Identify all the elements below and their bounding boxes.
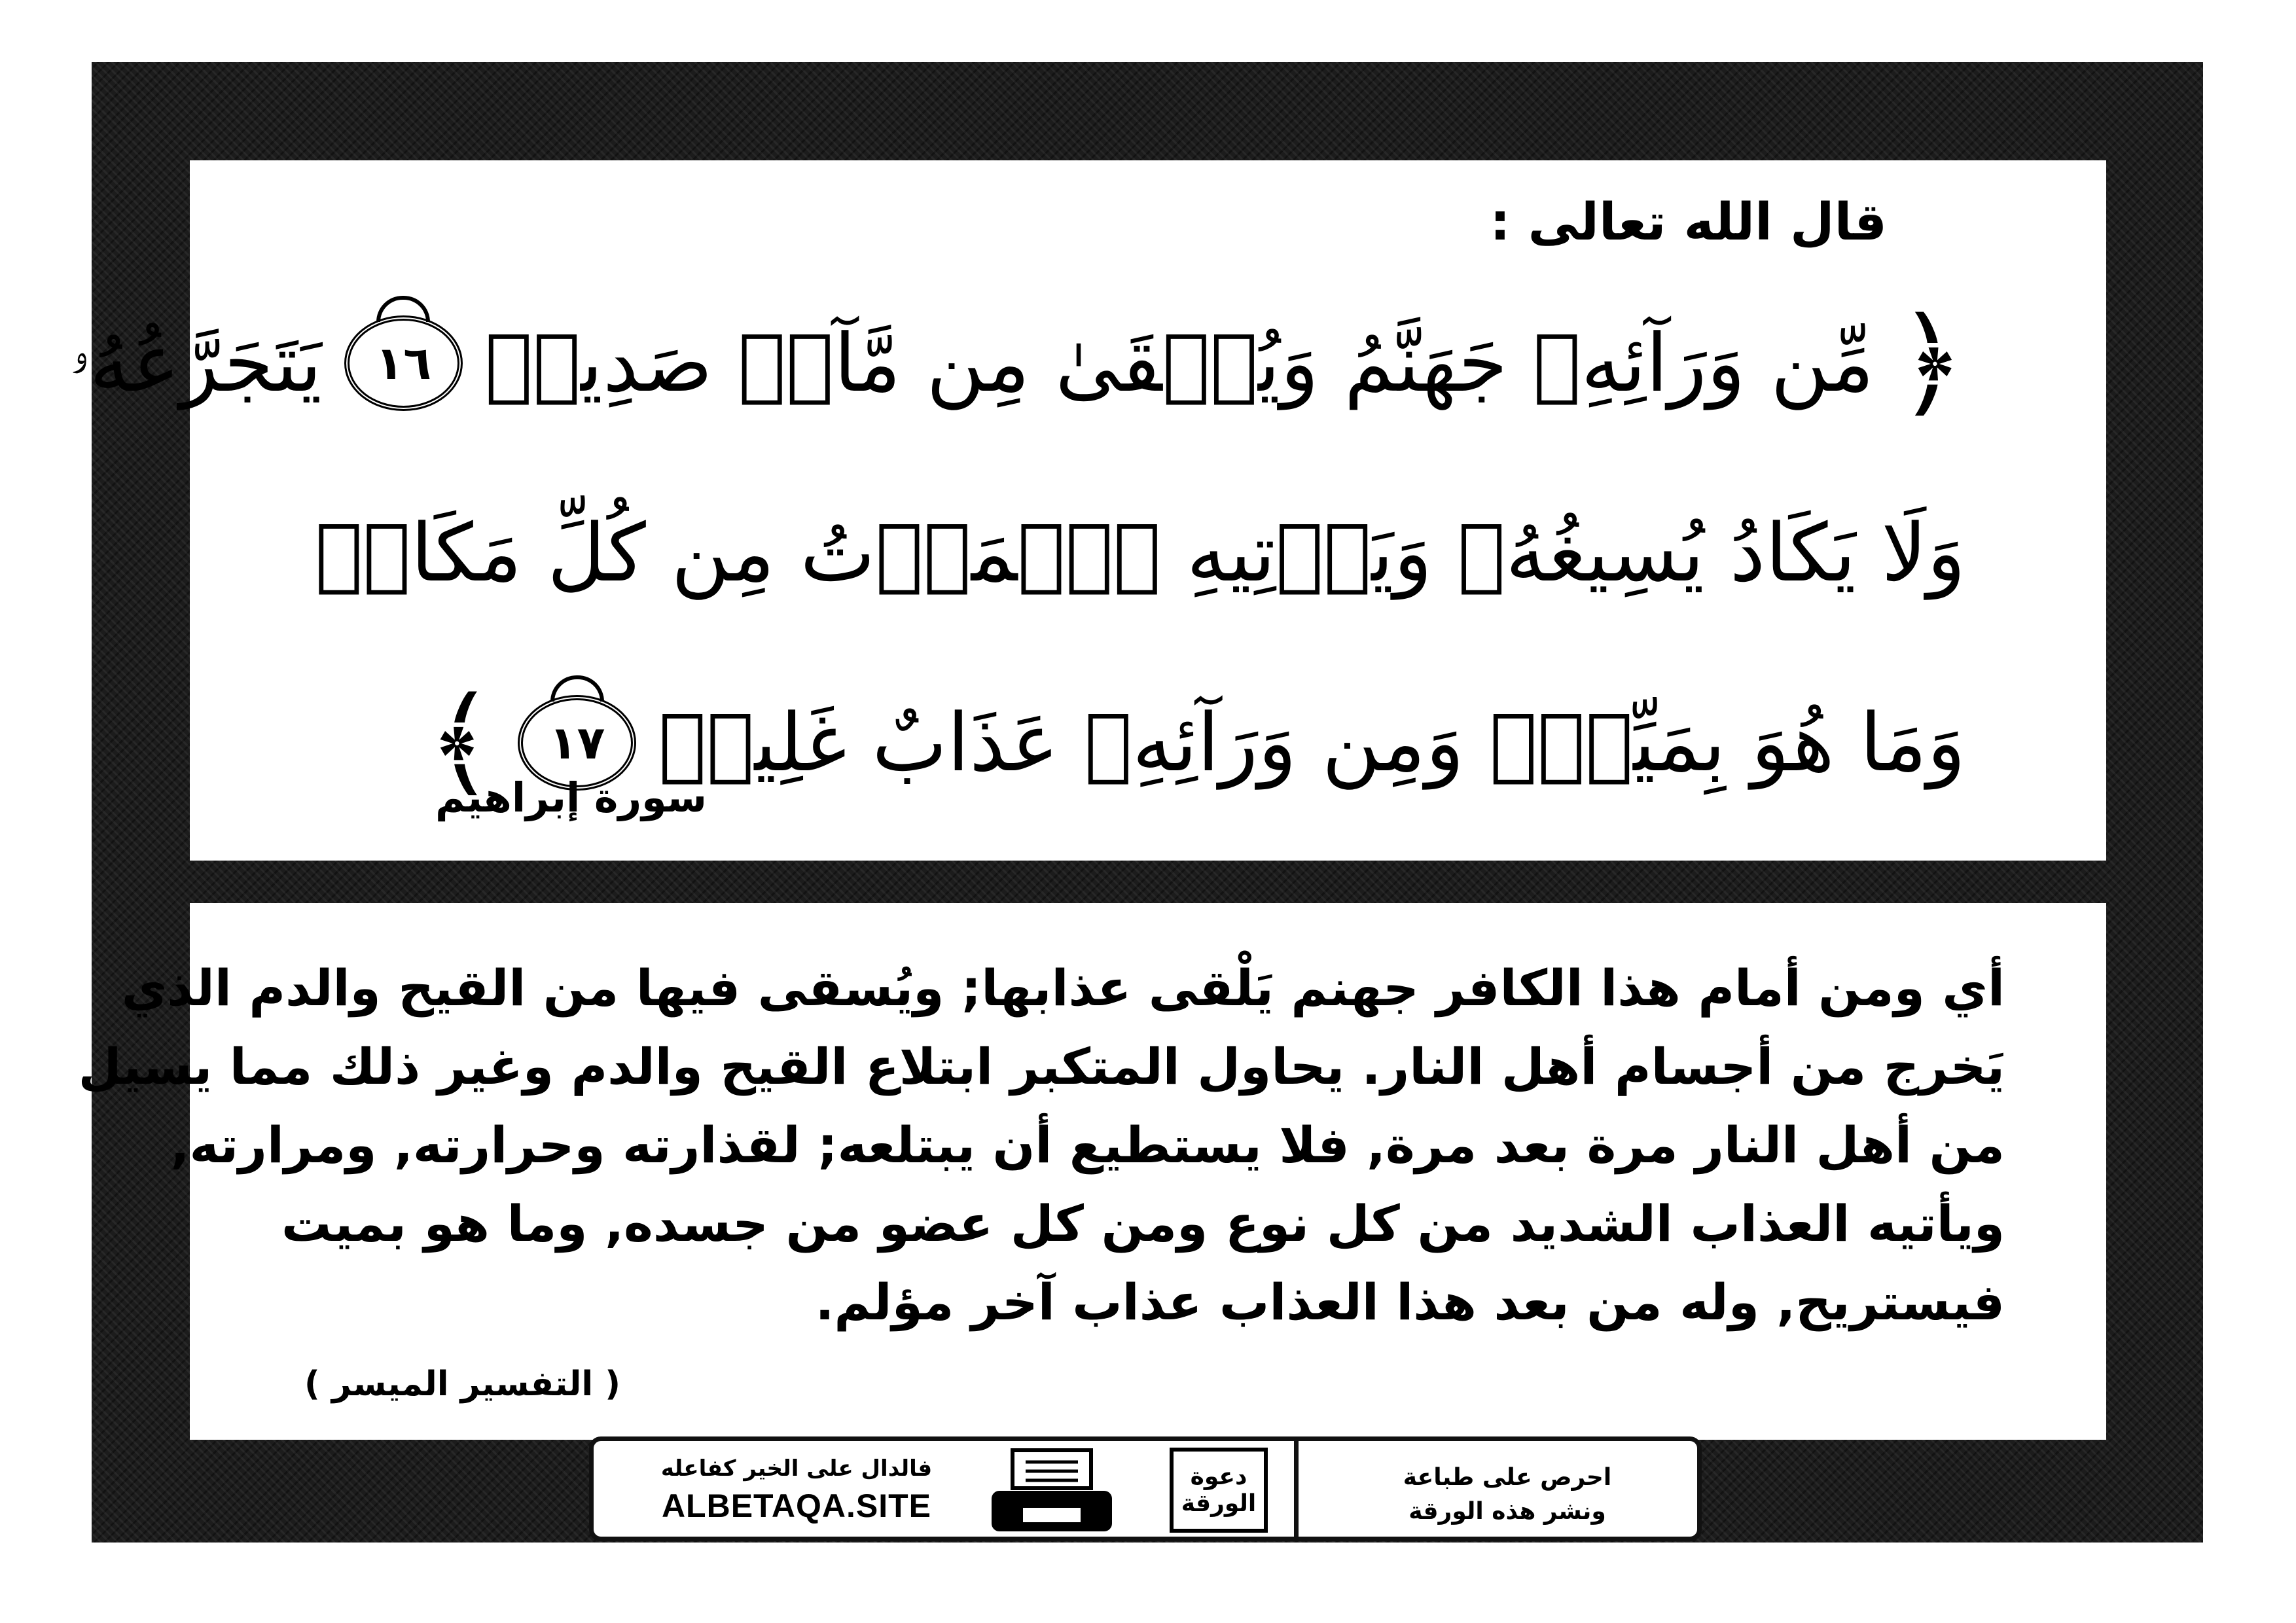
tafsir-line-2: يَخرج من أجسام أهل النار. يحاول المتكبر ابتلاع القيح والدم وغير ذلك مما يسيل	[78, 1037, 2005, 1096]
verse-text-4: وَمَا هُوَ بِمَيِّتٖۖ وَمِن وَرَآئِهِۦ عَذَابٌ غَلِيظٞ	[658, 696, 1965, 789]
ayah-number-17: ١٧	[518, 695, 636, 791]
logo-bottom: الورقة	[1181, 1490, 1257, 1517]
verse-text-1: مِّن وَرَآئِهِۦ جَهَنَّمُ وَيُسۡقَىٰ مِن مَّآءٖ صَدِيدٖ	[484, 317, 1874, 410]
footer-cta-line-2: ونشر هذه الورقة	[1408, 1498, 1606, 1525]
tafsir-panel	[78, 903, 2106, 1440]
ornament-close-icon: ﴾	[426, 674, 496, 811]
verse-panel	[69, 160, 2106, 861]
verse-block	[69, 268, 1965, 838]
logo-top: دعوة	[1190, 1463, 1247, 1490]
dawa-logo	[1170, 1448, 1268, 1533]
tafsir-line-4: ويأتيه العذاب الشديد من كل نوع ومن كل عضو من جسده, وما هو بميت	[281, 1194, 2005, 1253]
tafsir-source: ( التفسير الميسر )	[304, 1364, 621, 1404]
site-link[interactable]: ALBETAQA.SITE	[661, 1488, 932, 1524]
footer-cta-line-1: احرص على طباعة	[1403, 1464, 1612, 1491]
verse-text-2: يَتَجَرَّعُهُۥ	[69, 317, 322, 410]
verse-intro: قال الله تعالى :	[1490, 193, 1887, 252]
footer-motto: فالدال على الخير كفاعله	[660, 1455, 933, 1482]
footer-site-block	[633, 1455, 960, 1525]
surah-name: سورة إبراهيم	[435, 774, 707, 821]
ayah-number-16: ١٦	[344, 315, 463, 411]
footer-call-to-action	[1357, 1461, 1658, 1529]
tafsir-line-3: من أهل النار مرة بعد مرة, فلا يستطيع أن يبتلعه; لقذارته وحرارته, ومرارته,	[170, 1116, 2005, 1174]
tafsir-text	[78, 949, 2005, 1342]
verse-line-1	[69, 268, 1965, 458]
ornament-open-icon: ﴿	[1896, 294, 1965, 431]
verse-line-2	[315, 458, 1965, 648]
verse-text-3: وَلَا يَكَادُ يُسِيغُهُۥ وَيَأۡتِيهِ ٱلۡمَوۡتُ مِن كُلِّ مَكَانٖ	[315, 507, 1965, 599]
printer-icon	[986, 1448, 1117, 1536]
footer-bar	[589, 1436, 1702, 1541]
tafsir-line-5: فيستريح, وله من بعد هذا العذاب عذاب آخر مؤلم.	[815, 1273, 2005, 1331]
footer-divider	[1294, 1441, 1299, 1537]
tafsir-line-1: أي ومن أمام هذا الكافر جهنم يَلْقى عذابها; ويُسقى فيها من القيح والدم الذي	[121, 959, 2005, 1017]
